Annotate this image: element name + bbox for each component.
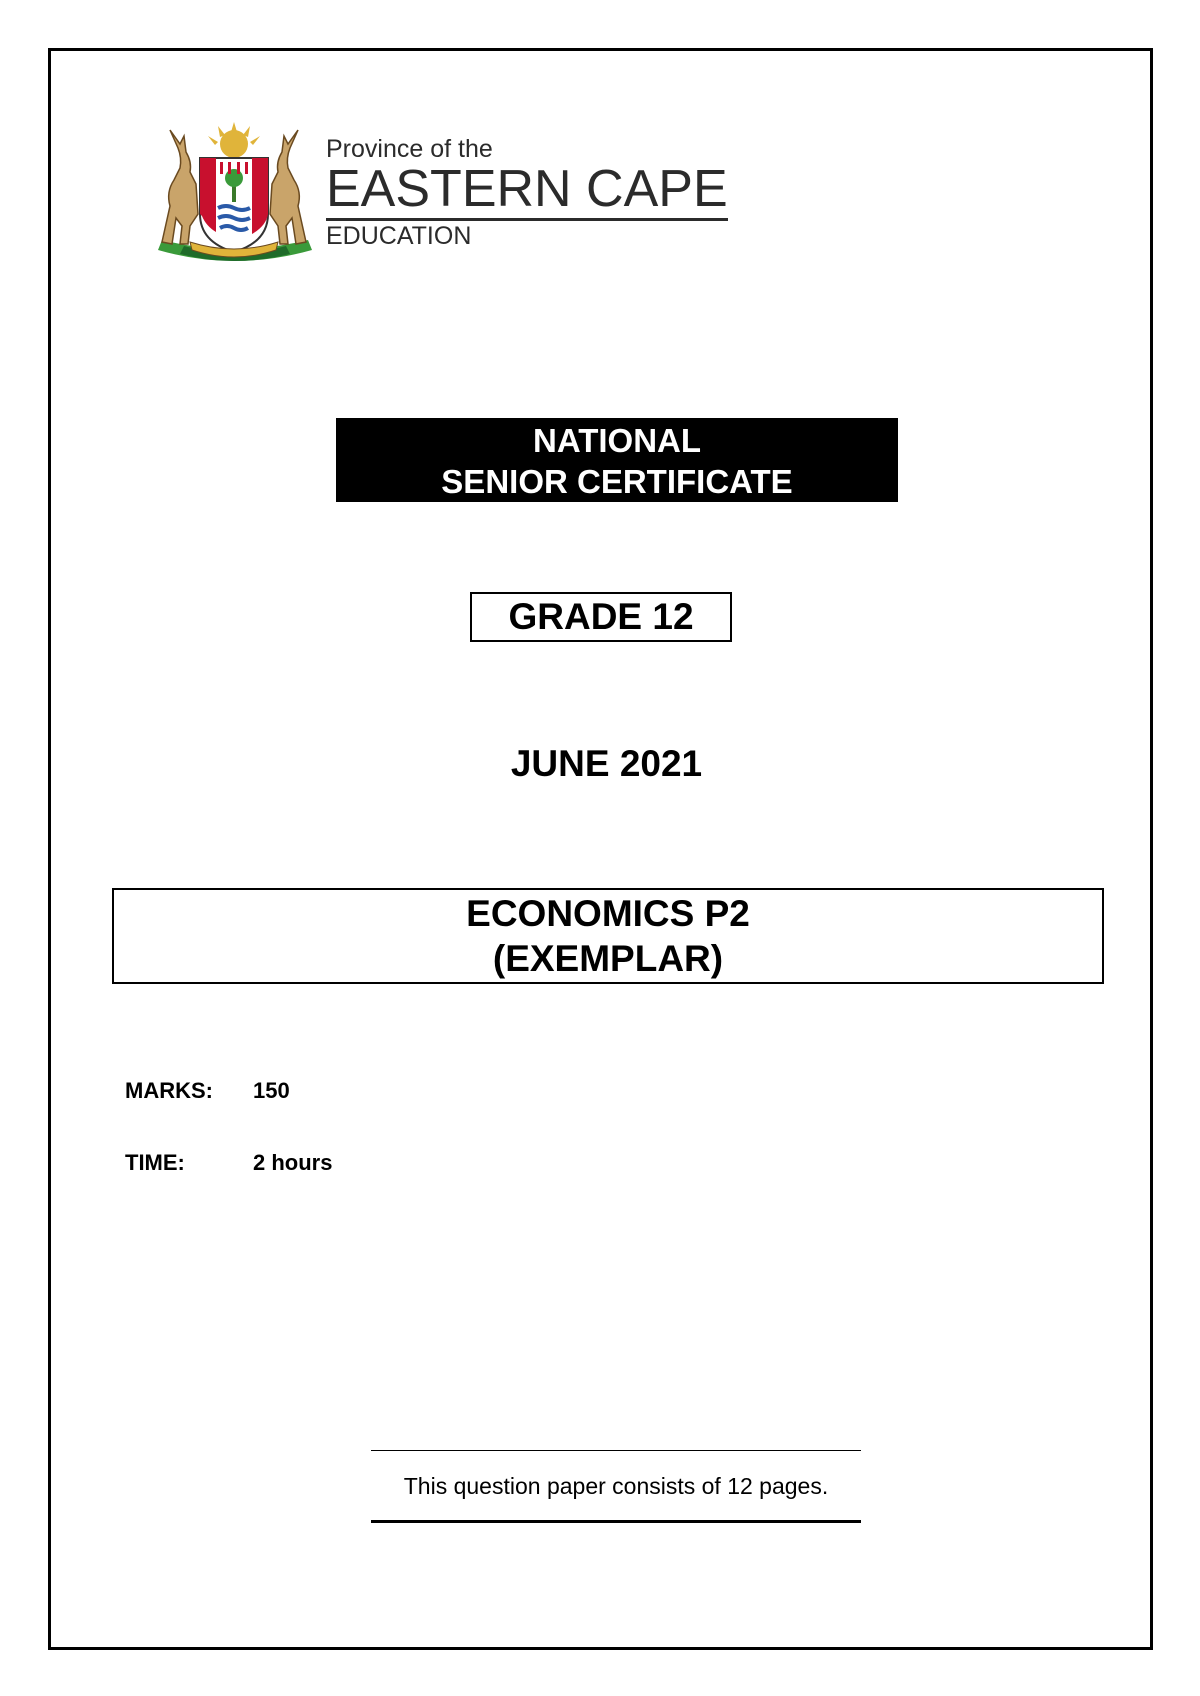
time-value: 2 hours — [253, 1150, 333, 1175]
logo-wordmark — [326, 136, 728, 251]
banner-line-1: NATIONAL — [532, 422, 702, 459]
exam-date: JUNE 2021 — [510, 743, 703, 784]
grade-box: GRADE 12 — [470, 592, 732, 642]
page-count-note: This question paper consists of 12 pages. — [403, 1473, 829, 1499]
time-label: TIME: — [125, 1150, 185, 1175]
footer-rule-bottom — [371, 1520, 861, 1523]
banner-line-2: SENIOR CERTIFICATE — [441, 463, 793, 500]
page-border — [48, 48, 1153, 1650]
logo-province-text: Province of the — [326, 135, 493, 163]
logo-eastern-cape-text: EASTERN CAPE — [326, 162, 728, 221]
marks-label: MARKS: — [125, 1078, 213, 1103]
subject-subtitle: (EXEMPLAR) — [492, 938, 724, 979]
logo-education-text: EDUCATION — [326, 222, 472, 250]
nsc-banner — [336, 418, 898, 502]
eastern-cape-education-logo — [140, 122, 740, 272]
subject-box — [112, 888, 1104, 984]
footer-rule-top — [371, 1450, 861, 1451]
marks-value: 150 — [253, 1078, 290, 1103]
coat-of-arms-icon — [140, 122, 328, 270]
subject-title: ECONOMICS P2 — [466, 893, 750, 934]
